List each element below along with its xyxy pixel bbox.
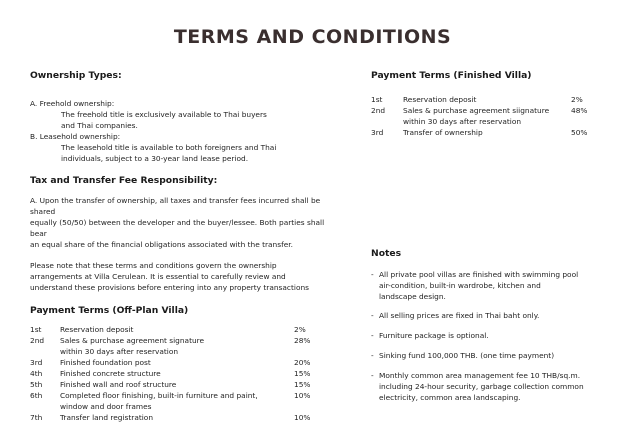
note-text: Monthly common area management fee 10 THB/sq.m. <box>379 371 581 380</box>
table-row <box>30 412 330 423</box>
note-text: All selling prices are fixed in Thai baht only. <box>379 311 540 320</box>
page-title: TERMS AND CONDITIONS <box>173 26 452 48</box>
row-subtext: within 30 days after reservation <box>60 347 179 356</box>
offplan-table <box>30 324 330 423</box>
ownership-heading: Ownership Types: <box>30 70 122 81</box>
table-row <box>371 127 589 138</box>
table-row <box>30 335 330 346</box>
row-percent: 28% <box>294 336 311 345</box>
row-percent: 50% <box>571 128 588 137</box>
notes-heading: Notes <box>371 248 402 259</box>
tax-line-3: an equal share of the financial obligations associated with the transfer. <box>30 240 293 249</box>
note-text: electricity, common area landscaping. <box>379 393 521 402</box>
row-step: 1st <box>30 325 42 334</box>
row-step: 1st <box>371 95 383 104</box>
row-desc: Finished foundation post <box>60 358 151 367</box>
row-step: 2nd <box>30 336 45 345</box>
row-step: 3rd <box>30 358 43 367</box>
terms-note-2: arrangements at Villa Cerulean. It is essential to carefully review and <box>30 272 286 281</box>
list-item: - All private pool villas are finished with swimming pool air-condition, built-in wardrobe, kitchen and landscape design. <box>371 269 601 302</box>
row-desc: Reservation deposit <box>60 325 134 334</box>
row-subtext: within 30 days after reservation <box>403 117 522 126</box>
note-text: Furniture package is optional. <box>379 331 489 340</box>
finished-table <box>371 94 589 138</box>
row-step: 5th <box>30 380 43 389</box>
row-desc: Completed floor finishing, built-in furniture and paint, <box>60 391 258 400</box>
note-text: air-condition, built-in wardrobe, kitchen and <box>379 281 541 290</box>
tax-heading: Tax and Transfer Fee Responsibility: <box>30 175 218 186</box>
list-item: - Sinking fund 100,000 THB. (one time payment) <box>371 350 601 361</box>
left-column <box>30 70 340 423</box>
leasehold-label: B. Leasehold ownership: <box>30 132 121 141</box>
row-desc: Sales & purchase agreement signature <box>60 336 205 345</box>
row-step: 2nd <box>371 106 386 115</box>
terms-note-3: understand these provisions before entering into any property transactions <box>30 283 310 292</box>
table-row <box>30 324 330 335</box>
row-percent: 2% <box>294 325 306 334</box>
table-row <box>30 390 330 401</box>
terms-note-1: Please note that these terms and conditions govern the ownership <box>30 261 277 270</box>
row-percent: 10% <box>294 391 311 400</box>
leasehold-text-1: The leasehold title is available to both foreigners and Thai <box>61 143 277 152</box>
tax-line-2: equally (50/50) between the developer and the buyer/lessee. Both parties shall bear <box>30 218 325 238</box>
row-percent: 10% <box>294 413 311 422</box>
row-desc: Transfer of ownership <box>403 128 483 137</box>
row-subtext: window and door frames <box>60 402 152 411</box>
row-step: 7th <box>30 413 43 422</box>
list-item: - Monthly common area management fee 10 THB/sq.m. including 24-hour security, garbage collection common electricity, common area landscaping. <box>371 370 601 403</box>
freehold-label: A. Freehold ownership: <box>30 99 115 108</box>
row-desc: Finished concrete structure <box>60 369 161 378</box>
note-text: Sinking fund 100,000 THB. (one time payment) <box>379 351 555 360</box>
row-step: 4th <box>30 369 43 378</box>
row-percent: 15% <box>294 369 311 378</box>
freehold-text-1: The freehold title is exclusively available to Thai buyers <box>61 110 267 119</box>
row-percent: 2% <box>571 95 583 104</box>
row-percent: 48% <box>571 106 588 115</box>
row-desc: Transfer land registration <box>60 413 154 422</box>
row-desc: Sales & purchase agreement siignature <box>403 106 550 115</box>
list-item: - Furniture package is optional. <box>371 330 601 341</box>
right-column <box>371 70 601 403</box>
row-step: 3rd <box>371 128 384 137</box>
note-text: All private pool villas are finished with swimming pool <box>379 270 579 279</box>
note-text: landscape design. <box>379 292 446 301</box>
row-desc: Reservation deposit <box>403 95 477 104</box>
row-percent: 15% <box>294 380 311 389</box>
table-row <box>371 94 589 105</box>
row-percent: 20% <box>294 358 311 367</box>
tax-line-1: A. Upon the transfer of ownership, all taxes and transfer fees incurred shall be shared <box>30 196 321 216</box>
row-desc: Finished wall and roof structure <box>60 380 177 389</box>
table-row <box>30 368 330 379</box>
list-item: - All selling prices are fixed in Thai baht only. <box>371 310 601 321</box>
table-row <box>371 105 589 116</box>
row-step: 6th <box>30 391 43 400</box>
freehold-text-2: and Thai companies. <box>61 121 138 130</box>
table-row <box>30 379 330 390</box>
leasehold-text-2: individuals, subject to a 30-year land lease period. <box>61 154 249 163</box>
offplan-heading: Payment Terms (Off-Plan Villa) <box>30 305 189 316</box>
finished-heading: Payment Terms (Finished Villa) <box>371 70 532 81</box>
note-text: including 24-hour security, garbage collection common <box>379 382 584 391</box>
table-row <box>30 357 330 368</box>
